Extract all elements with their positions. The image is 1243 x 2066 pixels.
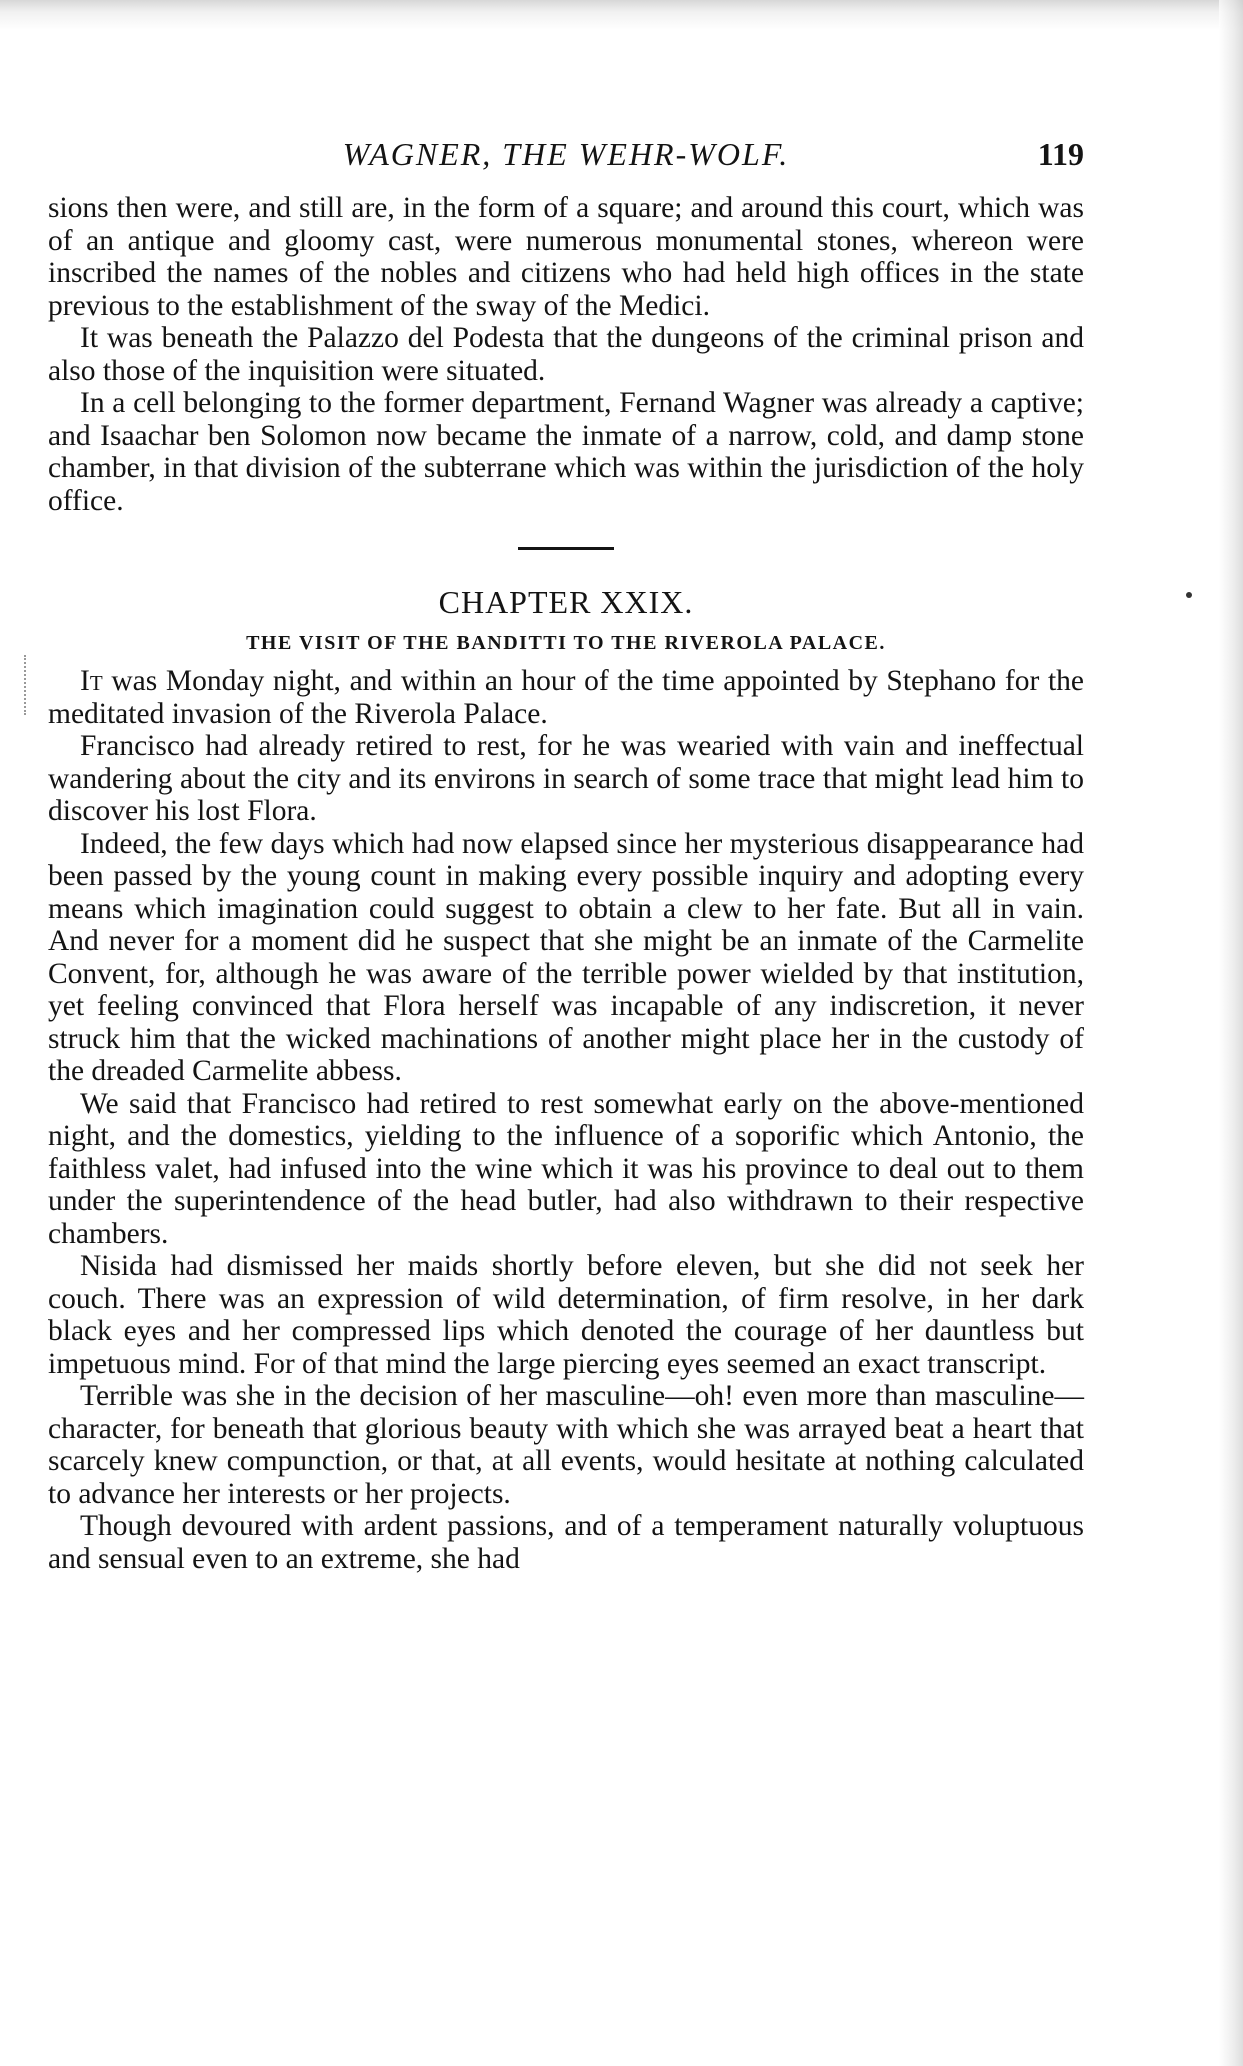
margin-dot xyxy=(1186,592,1192,598)
paragraph: We said that Francisco had retired to rest somewhat early on the above-mentioned night, and the domestics, yielding to the influence of a soporific which Antonio, the faithless valet, had infused into the wine which it was his province to deal out to them under the superintendence of the head butler, had also withdrawn to their respective chambers. xyxy=(48,1087,1084,1250)
scan-right-edge xyxy=(1219,0,1243,2066)
scan-top-edge xyxy=(0,0,1243,30)
section-divider xyxy=(518,547,614,550)
page-number: 119 xyxy=(1037,136,1084,172)
paragraph-last: Though devoured with ardent passions, and of a temperament naturally voluptuous and sensual even to an extreme, she had xyxy=(48,1510,1084,1575)
running-title: WAGNER, THE WEHR-WOLF. xyxy=(342,136,790,172)
paragraph: It was beneath the Palazzo del Podesta that the dungeons of the criminal prison and also those of the inquisition were situated. xyxy=(48,322,1084,387)
paragraph: In a cell belonging to the former department, Fernand Wagner was already a captive; and Isaachar ben Solomon now became the inmate of a narrow, cold, and damp stone chamber, in that division of the subterrane which was within the jurisdiction of the holy office. xyxy=(48,387,1084,517)
chapter-title: CHAPTER XXIX. xyxy=(438,584,694,620)
opening-word: It xyxy=(80,665,103,697)
paragraph: Francisco had already retired to rest, for he was wearied with vain and ineffectual wandering about the city and its environs in search of some trace that might lead him to discover his lost Flora. xyxy=(48,730,1084,827)
paragraph: Indeed, the few days which had now elapsed since her mysterious disappearance had been passed by the young count in making every possible inquiry and adopting every means which imagination could suggest to obtain a clew to her fate. But all in vain. And never for a moment did he suspect that she might be an inmate of the Carmelite Convent, for, although he was aware of the terrible power wielded by that institution, yet feeling convinced that Flora herself was incapable of any indiscretion, it never struck him that the wicked machinations of another might place her in the custody of the dreaded Carmelite abbess. xyxy=(48,827,1084,1087)
chapter-subtitle: THE VISIT OF THE BANDITTI TO THE RIVEROLA PALACE. xyxy=(246,632,886,654)
paragraph: Terrible was she in the decision of her masculine—oh! even more than masculine—character, for beneath that glorious beauty with which she was arrayed beat a heart that scarcely knew compunction, or that, at all events, would hesitate at nothing calculated to advance her interests or her projects. xyxy=(48,1380,1084,1510)
running-head xyxy=(48,130,1084,178)
chapter-opening-paragraph xyxy=(48,665,1084,730)
opening-text: was Monday night, and within an hour of the time appointed by Stephano for the meditated invasion of the Riverola Palace. xyxy=(48,665,1084,730)
margin-specks xyxy=(24,655,32,715)
paragraph: Nisida had dismissed her maids shortly before eleven, but she did not seek her couch. There was an expression of wild determination, of firm resolve, in her dark black eyes and her compressed lips which denoted the courage of her dauntless but impetuous mind. For of that mind the large piercing eyes seemed an exact transcript. xyxy=(48,1250,1084,1380)
paragraph-continued: sions then were, and still are, in the form of a square; and around this court, which was of an antique and gloomy cast, were numerous monumental stones, whereon were inscribed the names of the nobles and citizens who had held high offices in the state previous to the establishment of the sway of the Medici. xyxy=(48,192,1084,322)
book-page xyxy=(48,130,1084,1575)
